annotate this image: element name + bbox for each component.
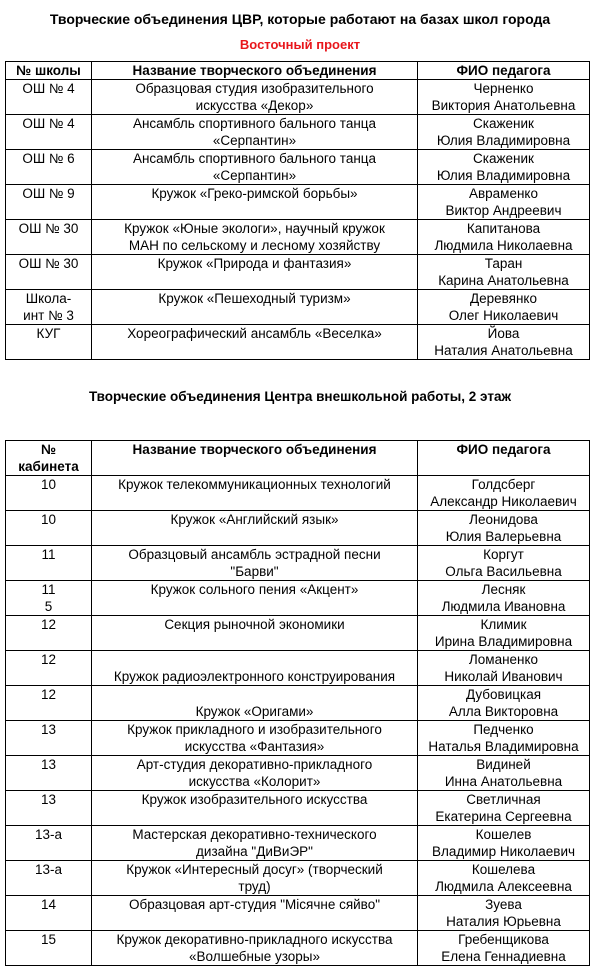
table-row: [6, 651, 590, 686]
group-name-cell: Хореографический ансамбль «Веселка»: [92, 325, 418, 360]
header-teacher-name: ФИО педагога: [418, 62, 590, 80]
number-cell: 13: [6, 756, 92, 791]
teacher-cell: Авраменко Виктор Андреевич: [418, 185, 590, 220]
header-teacher-name: ФИО педагога: [418, 441, 590, 476]
teacher-cell: Дубовицкая Алла Викторовна: [418, 686, 590, 721]
header-school-number: № школы: [6, 62, 92, 80]
group-name-cell: Кружок «Интересный досуг» (творческий труд): [92, 861, 418, 896]
number-cell: ОШ № 30: [6, 255, 92, 290]
number-cell: 14: [6, 896, 92, 931]
table-row: [6, 721, 590, 756]
teacher-cell: Ломаненко Николай Иванович: [418, 651, 590, 686]
group-name-cell: Кружок радиоэлектронного конструирования: [92, 651, 418, 686]
teacher-cell: Таран Карина Анатольевна: [418, 255, 590, 290]
teacher-cell: Гребенщикова Елена Геннадиевна: [418, 931, 590, 966]
number-cell: 15: [6, 931, 92, 966]
number-cell: КУГ: [6, 325, 92, 360]
teacher-cell: Видиней Инна Анатольевна: [418, 756, 590, 791]
group-name-cell: Кружок «Оригами»: [92, 686, 418, 721]
group-name-cell: Кружок «Греко-римской борьбы»: [92, 185, 418, 220]
number-cell: 13-а: [6, 861, 92, 896]
teacher-cell: Скаженик Юлия Владимировна: [418, 150, 590, 185]
table-row: [6, 686, 590, 721]
table-row: [6, 791, 590, 826]
section1-title: Творческие объединения ЦВР, которые работают на базах школ города: [49, 11, 551, 27]
number-cell: Школа- инт № 3: [6, 290, 92, 325]
table-row: [6, 511, 590, 546]
group-name-cell: Кружок «Пешеходный туризм»: [92, 290, 418, 325]
rooms-table: [5, 440, 590, 966]
teacher-cell: Черненко Виктория Анатольевна: [418, 80, 590, 115]
header-group-name: Название творческого объединения: [92, 441, 418, 476]
number-cell: 11 5: [6, 581, 92, 616]
group-name-cell: Ансамбль спортивного бального танца «Серпантин»: [92, 150, 418, 185]
table-row: [6, 325, 590, 360]
group-name-cell: Кружок сольного пения «Акцент»: [92, 581, 418, 616]
number-cell: 12: [6, 616, 92, 651]
table-row: [6, 115, 590, 150]
teacher-cell: Голдсберг Александр Николаевич: [418, 476, 590, 511]
teacher-cell: Светличная Екатерина Сергеевна: [418, 791, 590, 826]
table-row: [6, 80, 590, 115]
number-cell: 12: [6, 651, 92, 686]
number-cell: 10: [6, 511, 92, 546]
group-name-cell: Мастерская декоративно-технического дизайна "ДиВиЭР": [92, 826, 418, 861]
teacher-cell: Коргут Ольга Васильевна: [418, 546, 590, 581]
number-cell: ОШ № 4: [6, 80, 92, 115]
table-row: [6, 861, 590, 896]
number-cell: ОШ № 6: [6, 150, 92, 185]
group-name-cell: Образцовая студия изобразительного искусства «Декор»: [92, 80, 418, 115]
table-row: [6, 581, 590, 616]
group-name-cell: Кружок «Юные экологи», научный кружок МАН по сельскому и лесному хозяйству: [92, 220, 418, 255]
teacher-cell: Скаженик Юлия Владимировна: [418, 115, 590, 150]
teacher-cell: Климик Ирина Владимировна: [418, 616, 590, 651]
number-cell: ОШ № 30: [6, 220, 92, 255]
schools-table: [5, 61, 590, 360]
teacher-cell: Лесняк Людмила Ивановна: [418, 581, 590, 616]
teacher-cell: Леонидова Юлия Валерьевна: [418, 511, 590, 546]
table-row: [6, 546, 590, 581]
table-row: [6, 476, 590, 511]
group-name-cell: Кружок прикладного и изобразительного искусства «Фантазия»: [92, 721, 418, 756]
table-row: [6, 756, 590, 791]
table-row: [6, 616, 590, 651]
group-name-cell: Арт-студия декоративно-прикладного искусства «Колорит»: [92, 756, 418, 791]
group-name-cell: Ансамбль спортивного бального танца «Серпантин»: [92, 115, 418, 150]
group-name-cell: Кружок изобразительного искусства: [92, 791, 418, 826]
teacher-cell: Зуева Наталия Юрьевна: [418, 896, 590, 931]
table-row: [6, 290, 590, 325]
number-cell: 13: [6, 791, 92, 826]
teacher-cell: Кошелева Людмила Алексеевна: [418, 861, 590, 896]
group-name-cell: Кружок декоративно-прикладного искусства «Волшебные узоры»: [92, 931, 418, 966]
header-group-name: Название творческого объединения: [92, 62, 418, 80]
table-row: [6, 896, 590, 931]
group-name-cell: Кружок телекоммуникационных технологий: [92, 476, 418, 511]
number-cell: ОШ № 9: [6, 185, 92, 220]
number-cell: ОШ № 4: [6, 115, 92, 150]
number-cell: 12: [6, 686, 92, 721]
group-name-cell: Кружок «Английский язык»: [92, 511, 418, 546]
number-cell: 11: [6, 546, 92, 581]
group-name-cell: Образцовая арт-студия "Місячне сяйво": [92, 896, 418, 931]
group-name-cell: Кружок «Природа и фантазия»: [92, 255, 418, 290]
section1-subtitle: Восточный проект: [239, 37, 361, 52]
table-row: [6, 220, 590, 255]
section2-title: Творческие объединения Центра внешкольной работы, 2 этаж: [88, 389, 512, 404]
number-cell: 10: [6, 476, 92, 511]
teacher-cell: Йова Наталия Анатольевна: [418, 325, 590, 360]
table-row: [6, 255, 590, 290]
group-name-cell: Образцовый ансамбль эстрадной песни "Барви": [92, 546, 418, 581]
teacher-cell: Педченко Наталья Владимировна: [418, 721, 590, 756]
table-row: [6, 150, 590, 185]
number-cell: 13-а: [6, 826, 92, 861]
table-row: [6, 185, 590, 220]
table-row: [6, 826, 590, 861]
table-row: [6, 931, 590, 966]
teacher-cell: Капитанова Людмила Николаевна: [418, 220, 590, 255]
teacher-cell: Деревянко Олег Николаевич: [418, 290, 590, 325]
group-name-cell: Секция рыночной экономики: [92, 616, 418, 651]
teacher-cell: Кошелев Владимир Николаевич: [418, 826, 590, 861]
header-room-number: № кабинета: [6, 441, 92, 476]
number-cell: 13: [6, 721, 92, 756]
